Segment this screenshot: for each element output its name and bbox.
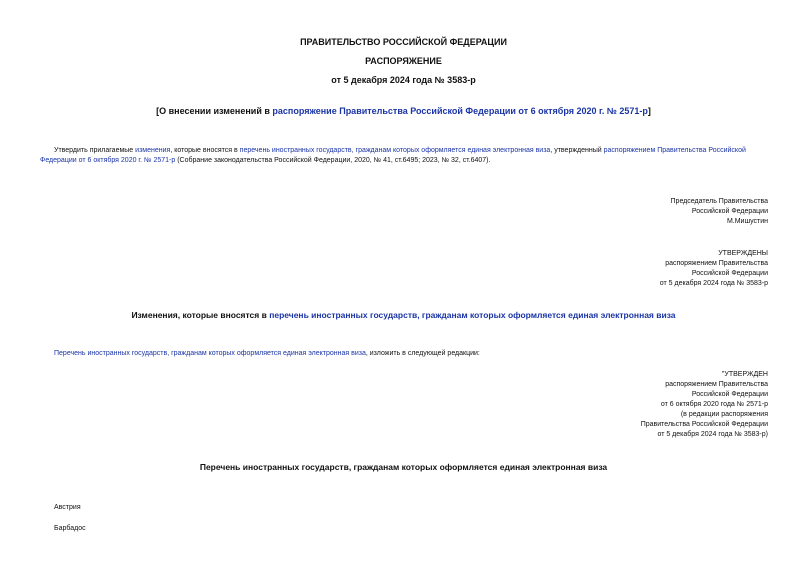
- title-prefix: [О внесении изменений в: [156, 106, 273, 116]
- title-suffix: ]: [647, 106, 651, 116]
- signature-block: [671, 197, 768, 227]
- list-item-country: Австрия: [54, 504, 81, 511]
- approval2-line-6: Правительства Российской Федерации: [640, 421, 768, 428]
- title-link[interactable]: распоряжение Правительства Российской Федерации от 6 октября 2020 г. № 2571-р: [272, 106, 648, 116]
- changes-body-link[interactable]: Перечень иностранных государств, гражданам которых оформляется единая электронная виза: [54, 350, 366, 357]
- approval2-line-7: от 5 декабря 2024 года № 3583-р): [657, 431, 768, 438]
- changes-link[interactable]: изменения: [135, 147, 171, 154]
- document-date-number: от 5 декабря 2024 года № 3583-р: [331, 75, 476, 85]
- document-title: [0, 106, 807, 116]
- approval-line-4: от 5 декабря 2024 года № 3583-р: [659, 280, 768, 287]
- preamble-text-4: (Собрание законодательства Российской Федерации, 2020, № 41, ст.6495; 2023, № 32, ст.6407).: [175, 157, 491, 164]
- signature-position: Председатель Правительства: [670, 198, 768, 205]
- changes-body-text: , изложить в следующей редакции:: [365, 350, 480, 357]
- approval2-line-5: (в редакции распоряжения: [680, 411, 768, 418]
- approval-line-2: распоряжением Правительства: [665, 260, 768, 267]
- preamble-paragraph: [40, 146, 768, 166]
- list-heading: Перечень иностранных государств, гражданам которых оформляется единая электронная виза: [199, 462, 608, 472]
- approval-line-3: Российской Федерации: [691, 270, 768, 277]
- changes-heading: [0, 310, 807, 320]
- signature-organization: Российской Федерации: [691, 208, 768, 215]
- approval-block-2: [641, 370, 768, 440]
- approval2-line-3: Российской Федерации: [691, 391, 768, 398]
- changes-heading-text: Изменения, которые вносятся в: [131, 310, 270, 320]
- changes-body: [54, 349, 480, 359]
- signature-name: М.Мишустин: [726, 218, 768, 225]
- changes-heading-link[interactable]: перечень иностранных государств, гражданам которых оформляется единая электронная виза: [269, 310, 676, 320]
- approval2-line-2: распоряжением Правительства: [665, 381, 768, 388]
- preamble-text-2: , которые вносятся в: [170, 147, 240, 154]
- approval2-line-4: от 6 октября 2020 года № 2571-р: [660, 401, 768, 408]
- approval2-line-1: "УТВЕРЖДЕН: [721, 371, 768, 378]
- list-item-country: Барбадос: [54, 525, 86, 532]
- document-type: РАСПОРЯЖЕНИЕ: [365, 56, 442, 66]
- approval-line-1: УТВЕРЖДЕНЫ: [718, 250, 768, 257]
- preamble-text-1: Утвердить прилагаемые: [54, 147, 136, 154]
- approval-block: [660, 249, 768, 289]
- government-heading: ПРАВИТЕЛЬСТВО РОССИЙСКОЙ ФЕДЕРАЦИИ: [300, 37, 507, 47]
- order-2571-link[interactable]: распоряжением Правительства Российской Федерации от 6 октября 2020 г. № 2571-р: [40, 147, 746, 164]
- visa-list-link[interactable]: перечень иностранных государств, гражданам которых оформляется единая электронная виза: [239, 147, 551, 154]
- preamble-text-3: , утвержденный: [550, 147, 604, 154]
